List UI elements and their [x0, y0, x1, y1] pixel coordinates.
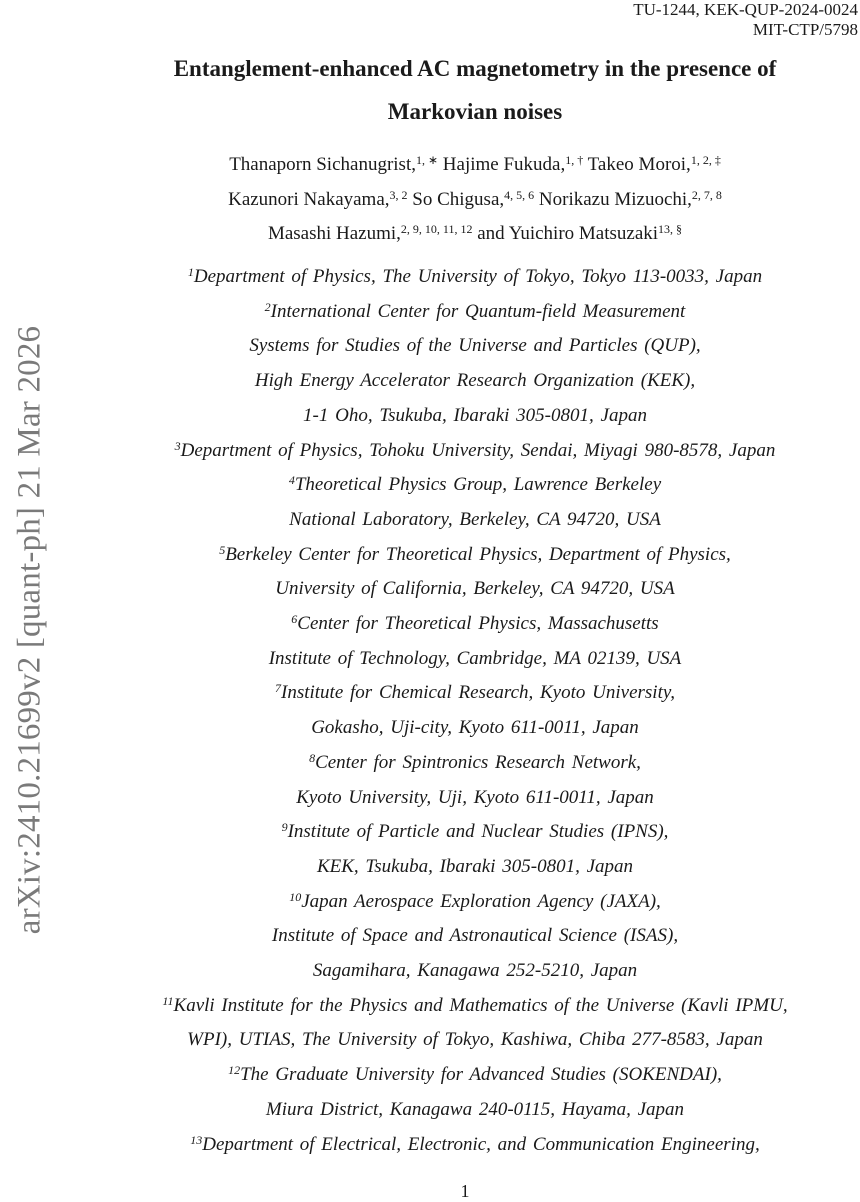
affiliation-line — [75, 468, 860, 503]
author-name: Takeo Moroi, — [587, 154, 691, 175]
affiliation-line — [75, 815, 860, 850]
affiliation-number: 7 — [275, 681, 281, 696]
author-affiliation-marks: 13, § — [658, 222, 683, 236]
affiliation-text: WPI), UTIAS, The University of Tokyo, Kashiwa, Chiba 277-8583, Japan — [187, 1029, 763, 1051]
author-name: Hajime Fukuda, — [442, 154, 566, 175]
affiliation-12 — [75, 1058, 860, 1127]
affiliation-text: High Energy Accelerator Research Organization (KEK), — [254, 370, 696, 392]
affiliation-text: Institute of Particle and Nuclear Studies (IPNS), — [287, 821, 669, 843]
affiliation-6 — [75, 607, 860, 676]
affiliation-number: 1 — [187, 265, 194, 279]
affiliation-text: Systems for Studies of the Universe and Particles (QUP), — [249, 335, 701, 357]
affiliation-line — [75, 503, 860, 538]
author-affiliation-marks: 2, 7, 8 — [691, 187, 722, 202]
affiliation-line — [75, 781, 860, 816]
affiliation-text: Institute of Space and Astronautical Science (ISAS), — [271, 925, 679, 947]
title-line: Markovian noises — [387, 99, 563, 124]
affiliation-line — [75, 676, 860, 711]
affiliation-line — [75, 1023, 860, 1058]
affiliation-text: Institute for Chemical Research, Kyoto University, — [281, 682, 675, 704]
affiliation-text: Department of Physics, Tohoku University, Sendai, Miyagi 980-8578, Japan — [180, 439, 776, 461]
affiliation-text: Berkeley Center for Theoretical Physics, Department of Physics, — [225, 543, 731, 565]
affiliation-text: Center for Spintronics Research Network, — [315, 751, 641, 773]
author-name: Kazunori Nakayama, — [228, 188, 390, 210]
affiliation-number: 6 — [291, 612, 298, 627]
affiliation-number: 4 — [288, 473, 295, 488]
affiliation-text: Kyoto University, Uji, Kyoto 611-0011, Japan — [296, 786, 654, 808]
affiliation-number: 10 — [289, 889, 302, 904]
affiliation-number: 5 — [219, 542, 226, 557]
arxiv-identifier-stamp: arXiv:2410.21699v2 [quant-ph] 21 Mar 2026 — [11, 325, 48, 935]
paper-title — [75, 47, 860, 133]
affiliation-number: 13 — [190, 1132, 203, 1147]
affiliation-2 — [75, 295, 860, 434]
affiliation-4 — [75, 468, 860, 537]
author-line — [75, 148, 860, 183]
affiliation-text: Department of Electrical, Electronic, and Communication Engineering, — [202, 1133, 760, 1155]
affiliation-text: Gokasho, Uji-city, Kyoto 611-0011, Japan — [311, 717, 639, 739]
affiliation-text: Theoretical Physics Group, Lawrence Berkeley — [294, 474, 662, 496]
affiliation-3 — [75, 434, 860, 469]
author-line — [75, 217, 860, 252]
affiliation-text: National Laboratory, Berkeley, CA 94720, USA — [289, 508, 661, 530]
affiliation-number: 3 — [174, 438, 181, 453]
affiliation-number: 9 — [281, 820, 288, 835]
affiliation-line — [75, 1093, 860, 1128]
author-name: Masashi Hazumi, — [267, 223, 401, 244]
affiliation-line — [75, 295, 860, 330]
affiliation-number: 2 — [264, 299, 271, 314]
author-list — [75, 148, 860, 252]
affiliation-text: Department of Physics, The University of Tokyo, Tokyo 113-0033, Japan — [193, 266, 763, 287]
affiliation-13 — [75, 1128, 860, 1163]
affiliation-number: 8 — [309, 750, 316, 765]
affiliation-line — [75, 329, 860, 364]
affiliation-text: 1-1 Oho, Tsukuba, Ibaraki 305-0801, Japan — [303, 404, 647, 426]
affiliation-text: The Graduate University for Advanced Studies (SOKENDAI), — [240, 1064, 722, 1086]
affiliation-9 — [75, 815, 860, 884]
affiliation-line — [75, 642, 860, 677]
affiliation-line — [75, 850, 860, 885]
affiliation-8 — [75, 746, 860, 815]
author-affiliation-marks: 1, 2, ‡ — [690, 153, 721, 167]
affiliation-11 — [75, 989, 860, 1058]
affiliation-7 — [75, 676, 860, 745]
report-number-line: MIT-CTP/5798 — [752, 20, 858, 39]
affiliation-line — [75, 919, 860, 954]
report-numbers — [633, 0, 858, 40]
affiliation-1 — [75, 260, 860, 295]
affiliation-line — [75, 885, 860, 920]
author-affiliation-marks: 2, 9, 10, 11, 12 — [400, 222, 473, 236]
affiliation-line — [75, 989, 860, 1024]
affiliation-line — [75, 364, 860, 399]
author-affiliation-marks: 3, 2 — [389, 187, 408, 202]
author-affiliation-marks: 4, 5, 6 — [504, 187, 535, 202]
affiliation-10 — [75, 885, 860, 989]
affiliation-text: International Center for Quantum-field Measurement — [270, 300, 686, 322]
page-number: 1 — [460, 1181, 470, 1201]
affiliation-text: Kavli Institute for the Physics and Mathematics of the Universe (Kavli IPMU, — [173, 994, 788, 1016]
author-line — [75, 183, 860, 218]
affiliation-line — [75, 260, 860, 295]
affiliation-text: Japan Aerospace Exploration Agency (JAXA), — [301, 890, 661, 912]
affiliation-number: 12 — [228, 1063, 241, 1078]
author-name: Thanaporn Sichanugrist, — [229, 154, 416, 175]
affiliation-text: Sagamihara, Kanagawa 252-5210, Japan — [312, 960, 638, 982]
affiliation-line — [75, 1058, 860, 1093]
affiliation-line — [75, 434, 860, 469]
author-conjunction: and — [477, 223, 505, 244]
affiliation-line — [75, 572, 860, 607]
affiliation-line — [75, 746, 860, 781]
affiliation-text: KEK, Tsukuba, Ibaraki 305-0801, Japan — [316, 855, 634, 877]
affiliation-text: Miura District, Kanagawa 240-0115, Hayama, Japan — [265, 1098, 685, 1120]
author-affiliation-marks: 1, † — [565, 153, 584, 167]
author-affiliation-marks: 1, ∗ — [415, 153, 439, 167]
affiliation-text: University of California, Berkeley, CA 94720, USA — [275, 578, 675, 600]
affiliation-text: Institute of Technology, Cambridge, MA 02139, USA — [268, 647, 682, 669]
affiliation-line — [75, 538, 860, 573]
affiliation-number: 11 — [162, 993, 174, 1008]
title-line: Entanglement-enhanced AC magnetometry in the presence of — [173, 56, 777, 81]
author-name: Yuichiro Matsuzaki — [508, 223, 659, 244]
affiliation-line — [75, 607, 860, 642]
affiliation-list — [75, 260, 860, 1162]
affiliation-5 — [75, 538, 860, 607]
author-name: So Chigusa, — [412, 188, 505, 210]
author-name: Norikazu Mizuochi, — [538, 188, 692, 210]
affiliation-line — [75, 399, 860, 434]
report-number-line: TU-1244, KEK-QUP-2024-0024 — [633, 0, 858, 19]
affiliation-text: Center for Theoretical Physics, Massachusetts — [297, 613, 659, 635]
affiliation-line — [75, 954, 860, 989]
affiliation-line — [75, 1128, 860, 1163]
affiliation-line — [75, 711, 860, 746]
